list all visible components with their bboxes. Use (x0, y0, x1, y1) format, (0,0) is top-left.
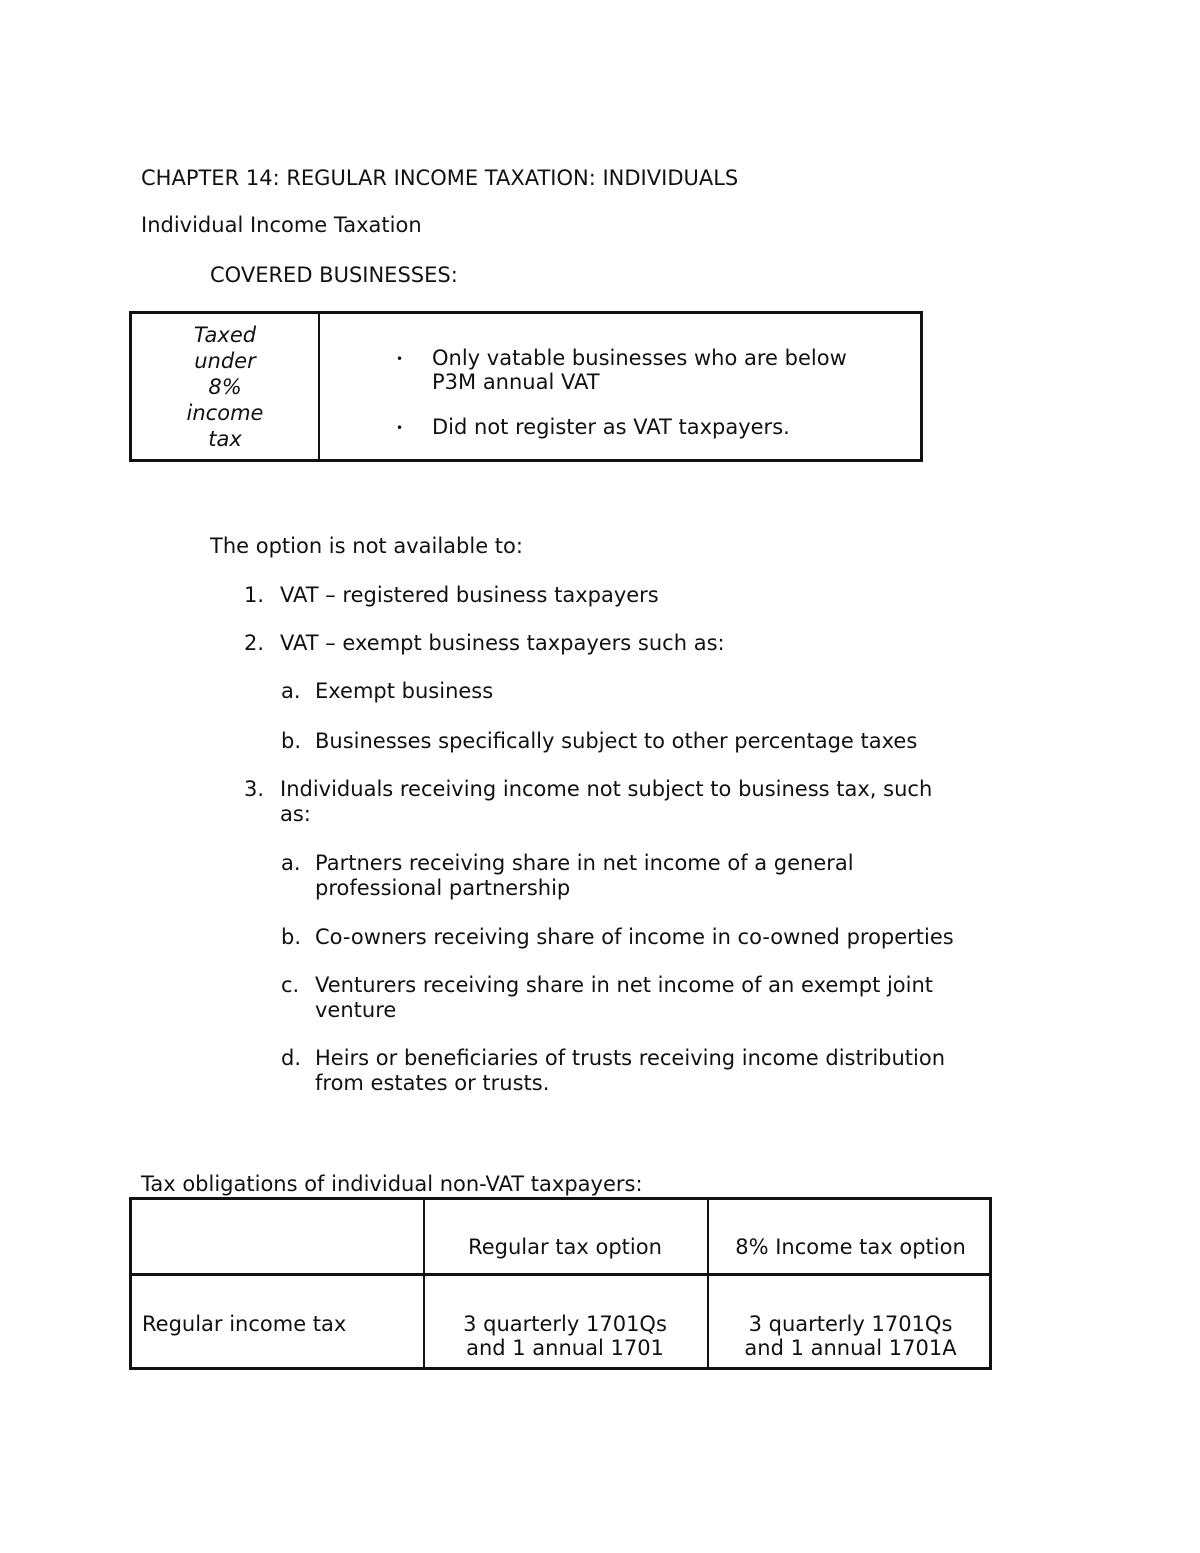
bullet-icon: • (396, 421, 404, 435)
section-subheading: Individual Income Taxation (141, 213, 422, 237)
table-cell (423, 1312, 707, 1360)
taxed-under-8-percent-cell (132, 322, 318, 452)
bullet-text: Only vatable businesses who are below (432, 346, 847, 370)
list-text: Venturers receiving share in net income of an exempt joint (315, 973, 934, 997)
left-cell-line: under (194, 349, 256, 373)
bullet-icon: • (396, 352, 404, 366)
list-text: VAT – exempt business taxpayers such as: (280, 631, 725, 655)
table-cell-line: 3 quarterly 1701Qs (463, 1312, 667, 1336)
table-header-cell: 8% Income tax option (735, 1235, 966, 1259)
list-marker: d. (281, 1046, 302, 1070)
list-text: Businesses specifically subject to other percentage taxes (315, 729, 918, 753)
list-text-cont: as: (280, 802, 311, 826)
left-cell-line: Taxed (193, 323, 257, 347)
bullet-text: Did not register as VAT taxpayers. (432, 415, 790, 439)
list-text: Partners receiving share in net income of a general (315, 851, 854, 875)
table-header-cell: Regular tax option (468, 1235, 662, 1259)
list-marker: c. (281, 973, 300, 997)
list-marker: 2. (244, 631, 265, 655)
list-marker: b. (281, 925, 302, 949)
list-marker: 3. (244, 777, 265, 801)
chapter-heading: CHAPTER 14: REGULAR INCOME TAXATION: INDIVIDUALS (141, 166, 739, 190)
table-column-divider (318, 314, 320, 459)
list-marker: a. (281, 679, 301, 703)
table-cell-line: 3 quarterly 1701Qs (748, 1312, 953, 1336)
list-text: Exempt business (315, 679, 494, 703)
table-cell-line: and 1 annual 1701A (744, 1336, 957, 1360)
covered-businesses-label: COVERED BUSINESSES: (210, 263, 458, 287)
list-text: Individuals receiving income not subject to business tax, such (280, 777, 933, 801)
left-cell-line: 8% (208, 375, 242, 399)
obligations-table (129, 1197, 992, 1370)
list-marker: a. (281, 851, 301, 875)
list-text: VAT – registered business taxpayers (280, 583, 659, 607)
covered-businesses-table (129, 311, 923, 462)
table-cell-line: and 1 annual 1701 (466, 1336, 664, 1360)
option-intro: The option is not available to: (210, 534, 523, 558)
list-text: Heirs or beneficiaries of trusts receiving income distribution (315, 1046, 946, 1070)
bullet-text-cont: P3M annual VAT (432, 370, 600, 394)
table-cell (709, 1312, 992, 1360)
list-text-cont: venture (315, 998, 397, 1022)
list-marker: 1. (244, 583, 265, 607)
obligations-label: Tax obligations of individual non-VAT taxpayers: (141, 1172, 643, 1196)
list-marker: b. (281, 729, 302, 753)
list-text: Co-owners receiving share of income in co-owned properties (315, 925, 954, 949)
table-header-divider (132, 1273, 989, 1276)
list-text-cont: professional partnership (315, 876, 571, 900)
table-row-label: Regular income tax (142, 1312, 347, 1336)
left-cell-line: income (186, 401, 264, 425)
list-text-cont: from estates or trusts. (315, 1071, 550, 1095)
left-cell-line: tax (208, 427, 242, 451)
